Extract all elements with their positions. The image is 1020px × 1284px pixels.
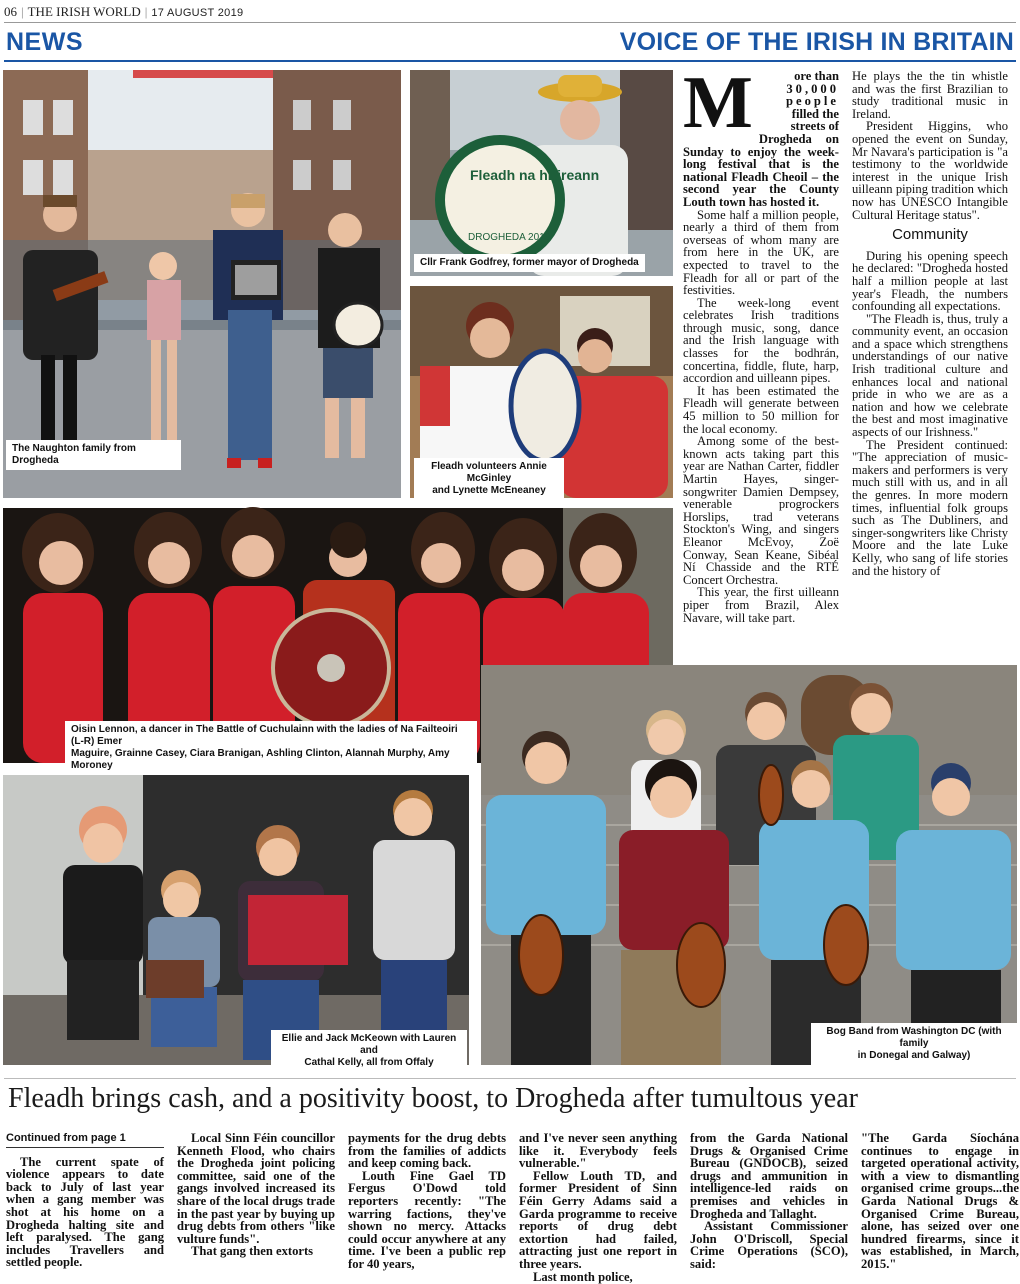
street-scene-image bbox=[3, 70, 401, 498]
sign-text-2: DROGHEDA 2019 bbox=[468, 232, 551, 243]
godfrey-image bbox=[410, 70, 673, 276]
body-paragraph: Among some of the best-known acts taking part this year are Nathan Carter, fiddler Martin Hayes, singer-songwriter Damien Dempsey, venerable progrockers Horslips, trad veterans Stockton's Wing, and singers Eleanor McEvoy, Zoë Conway, Sean Keane, Sibéal Ní Chasside and the RTÉ Concert Orchestra. bbox=[683, 434, 839, 587]
body-paragraph: It has been estimated the Fleadh will generate between 45 million to 50 million for the local economy. bbox=[683, 383, 839, 436]
lead-line: people bbox=[786, 94, 839, 109]
body-paragraph: Louth Fine Gael TD Fergus O'Dowd told reporters recently: "The warring factions, they've shown no mercy. Attacks could occur anywhere at any time. I've been a public rep for 40 years, bbox=[348, 1168, 506, 1271]
photo-naughton-family bbox=[3, 70, 401, 498]
body-paragraph: Last month police, bbox=[533, 1269, 633, 1284]
photo-caption: Cllr Frank Godfrey, former mayor of Drogheda bbox=[414, 254, 645, 272]
body-paragraph: from the Garda National Drugs & Organised Crime Bureau (GNDOCB), seized drugs and ammunition in intelligence-led raids on premises and vehicles in Drogheda and Tallaght. bbox=[690, 1131, 848, 1221]
photo-volunteers bbox=[410, 286, 673, 498]
subheading: Community bbox=[892, 226, 968, 244]
article-column-1 bbox=[683, 62, 839, 625]
photo-caption bbox=[271, 1030, 467, 1072]
body-paragraph: He plays the the tin whistle and was the first Brazilian to study traditional music in Ireland. bbox=[852, 69, 1008, 121]
photo-caption bbox=[811, 1023, 1017, 1065]
body-paragraph: Local Sinn Féin councillor Kenneth Flood, who chairs the Drogheda joint policing committee, said one of the gangs involved increased its share of the local drugs trade in the past year by buying up drug debts from others "like vulture funds". bbox=[177, 1131, 335, 1246]
sign-text-1: Fleadh na hÉireann bbox=[470, 167, 600, 183]
body-paragraph: President Higgins, who opened the event on Sunday, Mr Navara's participation is "a testimony to the worldwide interest in the unique Irish uilleann piping tradition which now has UNESCO Intangible Cultural Heritage status". bbox=[852, 119, 1008, 222]
photo-bog-band bbox=[481, 665, 1017, 1065]
caption-line: Ellie and Jack McKeown with Lauren and bbox=[281, 1033, 457, 1056]
body-paragraph: payments for the drug debts from the families of addicts and keep coming back. bbox=[348, 1131, 506, 1171]
lead-line: filled the bbox=[791, 106, 839, 121]
story-column-5 bbox=[690, 1132, 848, 1271]
body-paragraph: The current spate of violence appears to date back to July of last year when a gang member was shot at his home on a Drogheda halting site and left paralysed. The gang includes Travellers and settled people. bbox=[6, 1154, 164, 1270]
body-paragraph: Some half a million people, nearly a third of them from overseas of whom many are from here in the UK, are expected to travel to the Fleadh for all or part of the festivities. bbox=[683, 207, 839, 298]
caption-line: Fleadh volunteers Annie McGinley bbox=[431, 461, 547, 484]
body-paragraph: This year, the first uilleann piper from Brazil, Alex Navare, will take part. bbox=[683, 585, 839, 625]
body-paragraph: "The Garda Síochána continues to engage in targeted operational activity, with a view to dismantling organised crime groups...the Garda National Drugs & Organised Crime Bureau, alone, has seized over one hundred firearms, since it was established, in March, 2015." bbox=[861, 1131, 1019, 1271]
story-column-4 bbox=[519, 1132, 677, 1283]
lead-paragraph: Drogheda on Sunday to enjoy the week-long festival that is the national Fleadh Cheoil – the second year the County Louth town has hosted it. bbox=[683, 131, 839, 209]
story-column-3 bbox=[348, 1132, 506, 1271]
headline-rule bbox=[4, 1078, 1016, 1079]
issue-date: 17 AUGUST 2019 bbox=[151, 7, 244, 19]
continued-label: Continued from page 1 bbox=[6, 1132, 164, 1148]
story-column-2 bbox=[177, 1132, 335, 1258]
body-paragraph: The week-long event celebrates Irish traditions through music, song, dance and the Irish language with classes for the bodhrán, concertina, fiddle, flute, harp, accordion and uilleann pipes. bbox=[683, 295, 839, 386]
body-paragraph: During his opening speech he declared: "Drogheda hosted half a million people at last year's Fleadh, the numbers confounding all expectations. bbox=[852, 248, 1008, 314]
page-number: 06 bbox=[4, 4, 17, 19]
body-paragraph: Fellow Louth TD, and former President of Sinn Féin Gerry Adams said a Garda programme to receive reports of drug debt extortion had failed, attracting just one report in three years. bbox=[519, 1168, 677, 1271]
photo-frank-godfrey bbox=[410, 70, 673, 276]
body-paragraph: That gang then extorts bbox=[191, 1244, 314, 1259]
caption-line: in Donegal and Galway) bbox=[857, 1050, 971, 1061]
body-paragraph: and I've never seen anything like it. Everybody feels vulnerable." bbox=[519, 1131, 677, 1171]
publication-name: THE IRISH WORLD bbox=[27, 4, 141, 19]
caption-line: Oisin Lennon, a dancer in The Battle of Cuchulainn with the ladies of Na Failteoiri (L-R) Emer bbox=[71, 724, 458, 747]
caption-line: Cathal Kelly, all from Offaly bbox=[304, 1057, 434, 1068]
story-headline: Fleadh brings cash, and a positivity boost, to Drogheda after tumultous year bbox=[8, 1083, 858, 1114]
children-image bbox=[3, 775, 469, 1065]
lead-line: ore than bbox=[794, 69, 839, 83]
article-column-2 bbox=[852, 70, 1008, 577]
caption-line: and Lynette McEneaney bbox=[432, 485, 546, 496]
body-paragraph: Assistant Commissioner John O'Driscoll, Special Crime Operations (SCO), said: bbox=[690, 1219, 848, 1271]
section-label: NEWS bbox=[6, 28, 83, 56]
section-rule bbox=[4, 60, 1016, 62]
drop-cap: M bbox=[683, 62, 753, 144]
body-paragraph: "The Fleadh is, thus, truly a community event, an occasion and a space which strengthens understandings of our native Irish traditional culture and enhances local and national pride in who we are as a nation and how we celebrate the best and most imaginative aspects of our Irishness." bbox=[852, 311, 1008, 440]
body-paragraph: The President continued: "The appreciation of music-makers and performers is very much still with us, and in all the genres. In more modern times, influential folk groups such as The Dubliners, and singer-songwriters like Christy Moore and the late Luke Kelly, who sang of life stories and the history of bbox=[852, 437, 1008, 578]
story-column-1 bbox=[6, 1132, 164, 1269]
photo-mckeown-kelly bbox=[3, 775, 469, 1068]
bog-band-image bbox=[481, 665, 1017, 1065]
caption-line: Bog Band from Washington DC (with family bbox=[826, 1026, 1002, 1049]
page-header: 06 | THE IRISH WORLD | 17 AUGUST 2019 bbox=[4, 4, 244, 19]
section-tagline: VOICE OF THE IRISH IN BRITAIN bbox=[619, 28, 1014, 56]
photo-caption: The Naughton family from Drogheda bbox=[6, 440, 181, 470]
lead-line: 30,000 bbox=[786, 81, 839, 96]
header-rule bbox=[4, 22, 1016, 23]
photo-caption bbox=[414, 458, 564, 500]
caption-line: Maguire, Grainne Casey, Ciara Branigan, Ashling Clinton, Alannah Murphy, Amy Moroney bbox=[71, 748, 450, 771]
story-column-6 bbox=[861, 1132, 1019, 1271]
lead-line: streets of bbox=[790, 119, 839, 134]
photo-caption bbox=[65, 721, 477, 775]
